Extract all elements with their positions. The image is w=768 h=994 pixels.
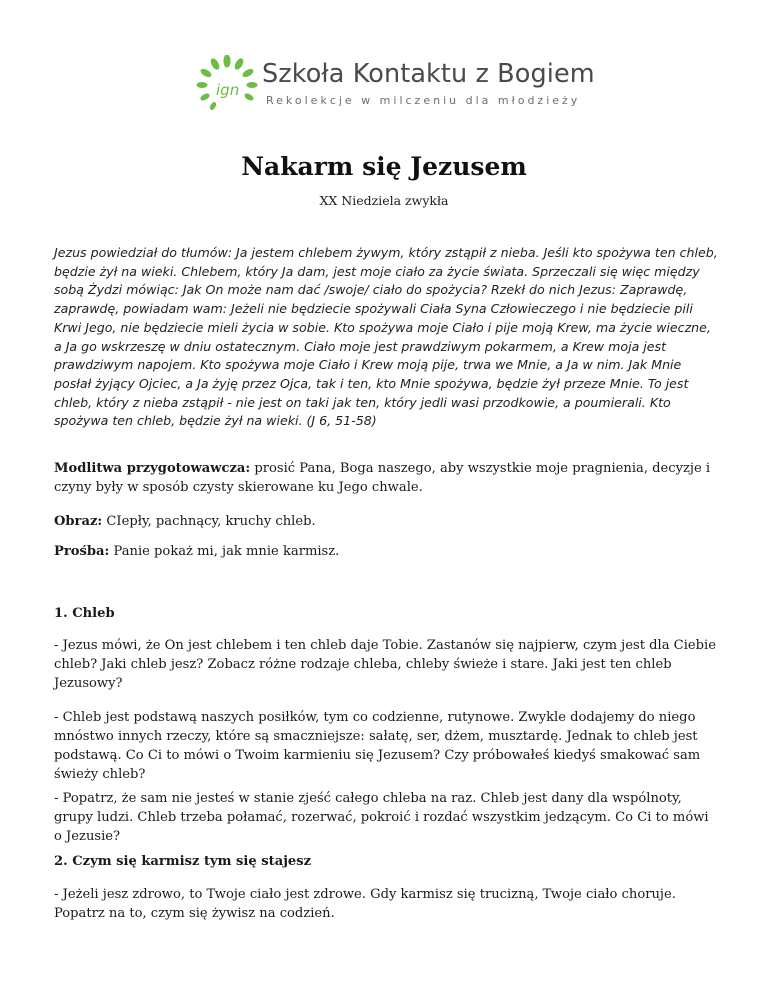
page-subtitle: XX Niedziela zwykła — [319, 193, 449, 208]
prayer-text: prosić Pana, Boga naszego, aby wszystkie moje pragnienia, decyzje i czyny były w sposób czysty skierowane ku Jego chwale. — [54, 461, 711, 495]
prayer-label: Modlitwa przygotowawcza: — [54, 461, 251, 476]
request-paragraph — [54, 542, 719, 561]
logo-mark-text: ign — [216, 81, 240, 99]
prayer-paragraph — [54, 459, 719, 497]
logo-subtitle: Rekolekcje w milczeniu dla młodzieży — [266, 94, 581, 107]
leaf-wreath-sun-icon — [196, 55, 258, 115]
image-paragraph — [54, 512, 719, 531]
section-heading-chleb: 1. Chleb — [54, 606, 115, 621]
section-paragraph: - Popatrz, że sam nie jesteś w stanie zjeść całego chleba na raz. Chleb jest dany dla wspólnoty, grupy ludzi. Chleb trzeba połamać, rozerwać, pokroić i rozdać wszystkim jedzącym. Co Ci to mówi o Jezusie? — [54, 791, 709, 844]
section-heading-karmienie: 2. Czym się karmisz tym się stajesz — [54, 854, 312, 869]
section-paragraph: - Jeżeli jesz zdrowo, to Twoje ciało jest zdrowe. Gdy karmisz się trucizną, Twoje ciało choruje. Popatrz na to, czym się żywisz na codzień. — [54, 887, 676, 921]
page-title: Nakarm się Jezusem — [241, 152, 527, 181]
request-text: Panie pokaż mi, jak mnie karmisz. — [109, 544, 340, 559]
logo-title: Szkoła Kontaktu z Bogiem — [262, 59, 595, 89]
scripture-passage: Jezus powiedział do tłumów: Ja jestem chlebem żywym, który zstąpił z nieba. Jeśli kto spożywa ten chleb, będzie żył na wieki. Chlebem, który Ja dam, jest moje ciało za życie świata. Sprzeczali się więc między sobą Żydzi mówiąc: Jak On może nam dać /swoje/ ciało do spożycia? Rzekł do nich Jezus: Zaprawdę, zaprawdę, powiadam wam: Jeżeli nie będziecie spożywali Ciała Syna Człowieczego i nie będziecie pili Krwi Jego, nie będziecie mieli życia w sobie. Kto spożywa moje Ciało i pije moją Krew, ma życie wieczne, a Ja go wskrzeszę w dniu ostatecznym. Ciało moje jest prawdziwym pokarmem, a Krew moja jest prawdziwym napojem. Kto spożywa moje Ciało i Krew moją pije, trwa we Mnie, a Ja w nim. Jak Mnie posłał żyjący Ojciec, a Ja żyję przez Ojca, tak i ten, kto Mnie spożywa, będzie żył przeze Mnie. To jest chleb, który z nieba zstąpił - nie jest on taki jak ten, który jedli wasi przodkowie, a poumierali. Kto spożywa ten chleb, będzie żył na wieki. (J 6, 51-58) — [54, 245, 718, 429]
section-paragraph: - Jezus mówi, że On jest chlebem i ten chleb daje Tobie. Zastanów się najpierw, czym jest dla Ciebie chleb? Jaki chleb jesz? Zobacz różne rodzaje chleba, chleby świeże i stare. Jaki jest ten chleb Jezusowy? — [54, 638, 716, 691]
section-paragraph: - Chleb jest podstawą naszych posiłków, tym co codzienne, rutynowe. Zwykle dodajemy do niego mnóstwo innych rzeczy, które są smaczniejsze: sałatę, ser, dżem, musztardę. Jednak to chleb jest podstawą. Co Ci to mówi o Twoim karmieniu się Jezusem? Czy próbowałeś kiedyś smakować sam świeży chleb? — [54, 710, 701, 782]
image-label: Obraz: — [54, 514, 103, 529]
school-logo — [196, 55, 595, 115]
request-label: Prośba: — [54, 544, 110, 559]
image-text: CIepły, pachnący, kruchy chleb. — [102, 514, 316, 529]
